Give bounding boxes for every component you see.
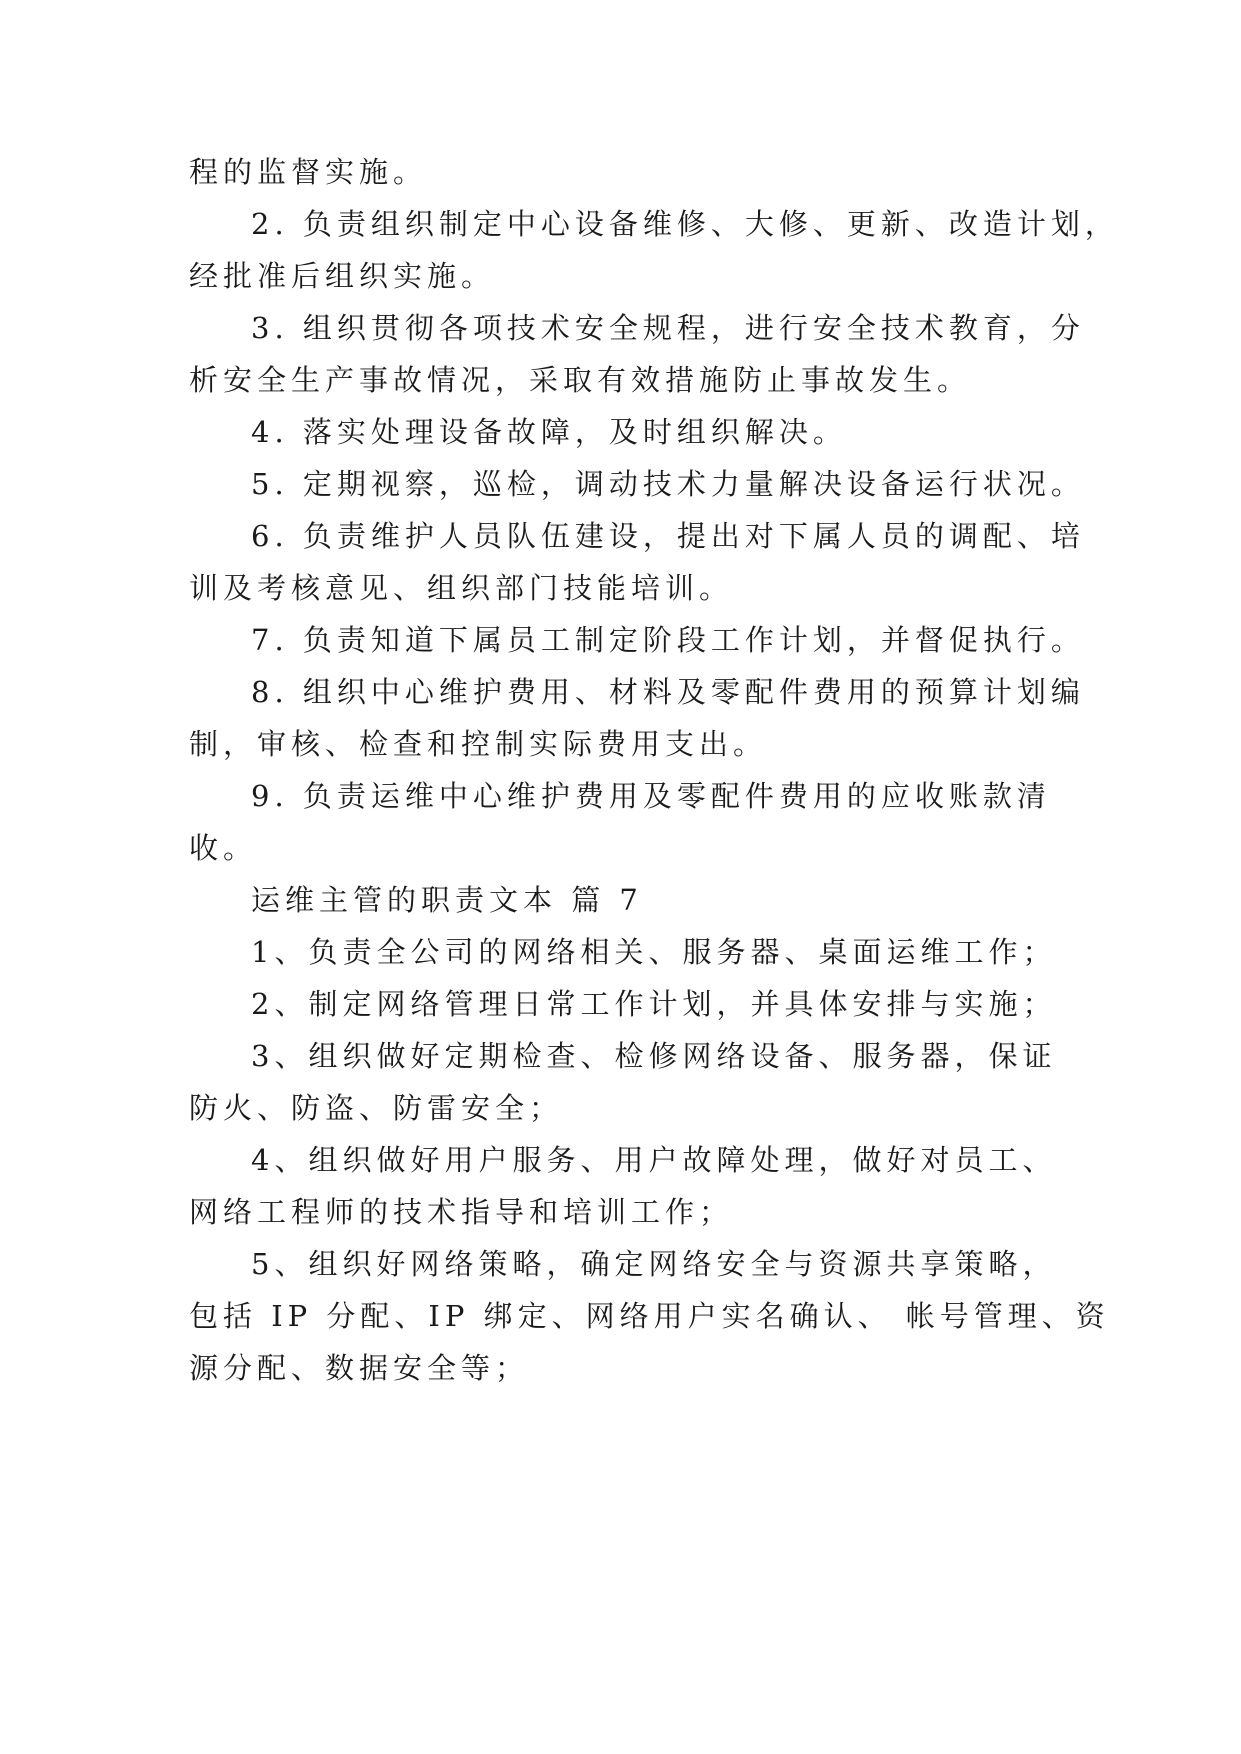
text-line: 6. 负责维护人员队伍建设，提出对下属人员的调配、培 [251,519,1085,553]
text-line: 4、组织做好用户服务、用户故障处理，做好对员工、 [251,1143,1057,1177]
text-line: 5. 定期视察，巡检，调动技术力量解决设备运行状况。 [251,467,1085,501]
section-heading: 运维主管的职责文本 篇 7 [251,883,643,917]
text-line: 析安全生产事故情况，采取有效措施防止事故发生。 [189,363,972,397]
text-line: 5、组织好网络策略，确定网络安全与资源共享策略， [251,1247,1057,1281]
text-line: 源分配、数据安全等； [189,1351,530,1385]
text-line: 3. 组织贯彻各项技术安全规程，进行安全技术教育，分 [251,311,1085,345]
text-line: 9. 负责运维中心维护费用及零配件费用的应收账款清 [251,779,1051,813]
text-line: 包括 IP 分配、IP 绑定、网络用户实名确认、 帐号管理、资 [189,1299,1110,1333]
text-line: 1、负责全公司的网络相关、服务器、桌面运维工作； [251,935,1057,969]
text-line: 防火、防盗、防雷安全； [189,1091,564,1125]
text-line: 3、组织做好定期检查、检修网络设备、服务器，保证 [251,1039,1057,1073]
text-line: 7. 负责知道下属员工制定阶段工作计划，并督促执行。 [251,623,1085,657]
text-line: 网络工程师的技术指导和培训工作； [189,1195,734,1229]
text-line: 经批准后组织实施。 [189,259,496,293]
text-line: 4. 落实处理设备故障，及时组织解决。 [251,415,847,449]
text-line: 2. 负责组织制定中心设备维修、大修、更新、改造计划， [251,207,1119,241]
text-line: 2、制定网络管理日常工作计划，并具体安排与实施； [251,987,1057,1021]
text-line: 训及考核意见、组织部门技能培训。 [189,571,734,605]
text-line: 程的监督实施。 [189,155,428,189]
text-line: 收。 [189,831,258,865]
text-line: 8. 组织中心维护费用、材料及零配件费用的预算计划编 [251,675,1085,709]
text-line: 制，审核、检查和控制实际费用支出。 [189,727,768,761]
